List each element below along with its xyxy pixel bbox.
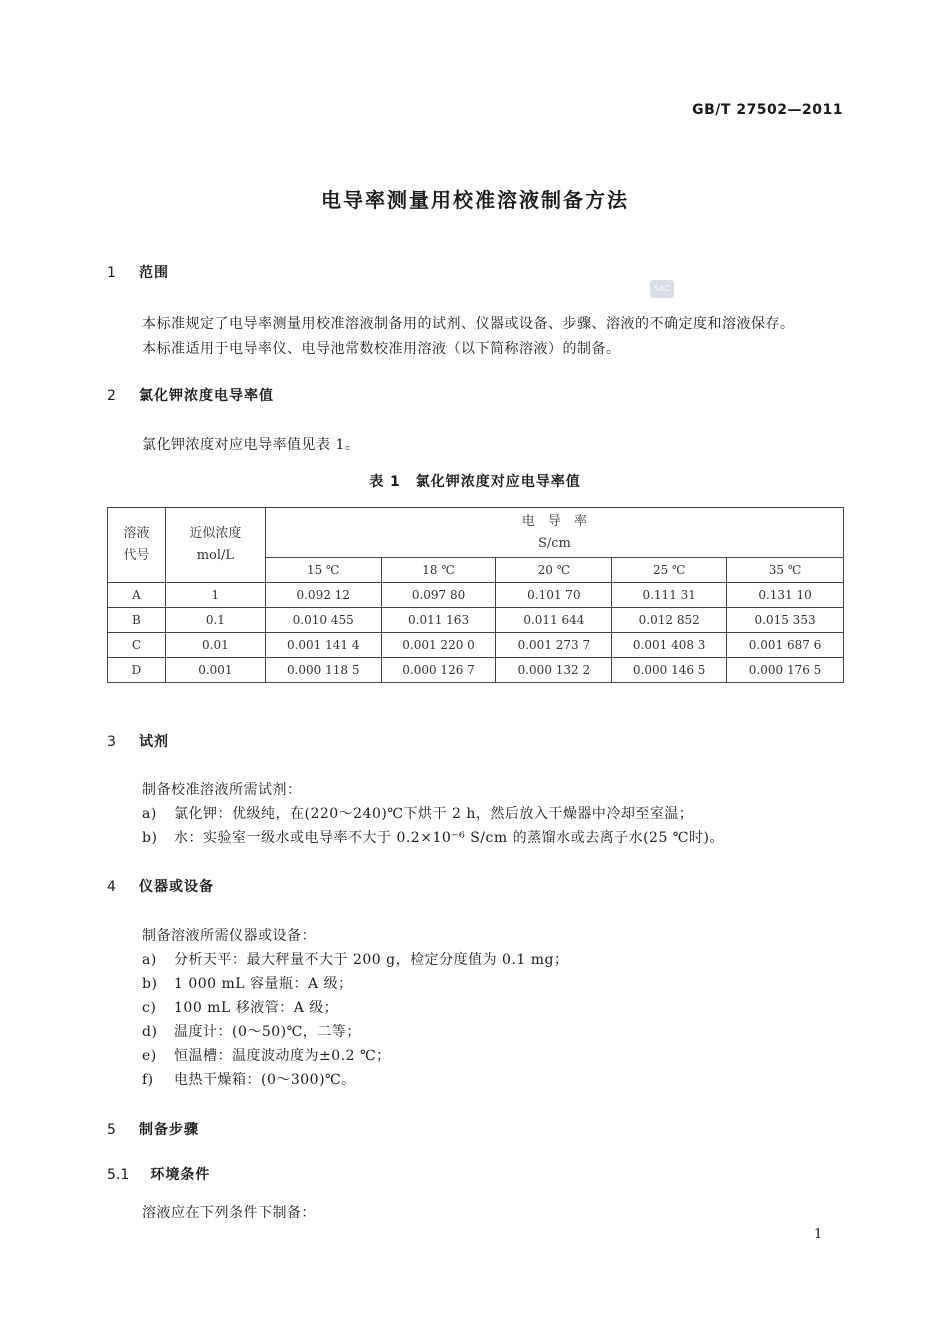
table-row [108, 633, 844, 658]
list-item [142, 1045, 391, 1065]
paragraph: 本标准规定了电导率测量用校准溶液制备用的试剂、仪器或设备、步骤、溶液的不确定度和溶液保存。 [142, 316, 795, 332]
section-5-1-heading [107, 1164, 210, 1184]
cell-value: 0.001 273 7 [496, 633, 612, 658]
section-3-heading [107, 731, 169, 751]
section-1-heading [107, 262, 169, 282]
cell-value: 0.000 176 5 [727, 658, 844, 683]
cell-value: 0.000 146 5 [612, 658, 727, 683]
section-title: 环境条件 [150, 1167, 211, 1183]
paragraph: 制备校准溶液所需试剂： [142, 782, 302, 798]
header-temp: 35 ℃ [727, 558, 844, 583]
cell-value: 0.001 141 4 [265, 633, 381, 658]
section-4-heading [107, 876, 214, 896]
list-text: 电热干燥箱：(0～300)℃。 [174, 1072, 356, 1088]
section-2-heading [107, 385, 274, 405]
list-text: 100 mL 移液管：A 级； [174, 1000, 339, 1016]
list-text: 分析天平：最大秤量不大于 200 g，检定分度值为 0.1 mg； [174, 952, 569, 968]
paragraph: 制备溶液所需仪器或设备： [142, 928, 316, 944]
list-item [142, 949, 569, 969]
list-label: c) [142, 1000, 157, 1016]
header-code: 溶液代号 [108, 508, 166, 583]
list-text: 恒温槽：温度波动度为±0.2 ℃； [174, 1048, 391, 1064]
paragraph: 溶液应在下列条件下制备： [142, 1205, 316, 1221]
list-item [142, 803, 693, 823]
list-label: a) [142, 806, 157, 822]
section-number: 2 [107, 388, 116, 404]
cell-value: 0.001 687 6 [727, 633, 844, 658]
header-concentration: 近似浓度 mol/L [165, 508, 265, 583]
cell-value: 0.011 644 [496, 608, 612, 633]
table-row [108, 658, 844, 683]
list-label: b) [142, 830, 158, 846]
cell-code: D [108, 658, 166, 683]
cell-value: 0.001 408 3 [612, 633, 727, 658]
section-5-heading [107, 1119, 199, 1139]
cell-value: 0.012 852 [612, 608, 727, 633]
section-number: 1 [107, 265, 116, 281]
sac-logo-watermark: SAC [650, 280, 674, 298]
cell-value: 0.101 70 [496, 583, 612, 608]
header-temp: 25 ℃ [612, 558, 727, 583]
cell-value: 0.001 220 0 [381, 633, 496, 658]
table-row [108, 583, 844, 608]
cell-conc: 1 [165, 583, 265, 608]
list-label: f) [142, 1072, 154, 1088]
section-number: 3 [107, 734, 116, 750]
table-caption: 表 1 氯化钾浓度对应电导率值 [369, 474, 581, 490]
list-item [142, 973, 353, 993]
section-number: 4 [107, 879, 116, 895]
cell-value: 0.000 126 7 [381, 658, 496, 683]
standard-code: GB/T 27502—2011 [692, 102, 843, 118]
cell-value: 0.131 10 [727, 583, 844, 608]
cell-value: 0.000 132 2 [496, 658, 612, 683]
list-label: a) [142, 952, 157, 968]
cell-value: 0.000 118 5 [265, 658, 381, 683]
cell-value: 0.011 163 [381, 608, 496, 633]
table-row [108, 608, 844, 633]
cell-value: 0.111 31 [612, 583, 727, 608]
section-title: 仪器或设备 [139, 879, 215, 895]
section-title: 氯化钾浓度电导率值 [139, 388, 275, 404]
list-item [142, 1069, 356, 1089]
header-temp: 20 ℃ [496, 558, 612, 583]
section-title: 制备步骤 [139, 1122, 200, 1138]
list-item [142, 997, 338, 1017]
header-conductivity: 电 导 率 S/cm [265, 508, 843, 558]
document-title: 电导率测量用校准溶液制备方法 [321, 188, 629, 212]
cell-value: 0.015 353 [727, 608, 844, 633]
list-item [142, 1021, 361, 1041]
list-label: d) [142, 1024, 158, 1040]
header-temp: 15 ℃ [265, 558, 381, 583]
conductivity-table [107, 507, 844, 683]
list-text: 氯化钾：优级纯，在(220～240)℃下烘干 2 h，然后放入干燥器中冷却至室温； [174, 806, 694, 822]
list-text: 温度计：(0～50)℃，二等； [174, 1024, 361, 1040]
cell-code: B [108, 608, 166, 633]
section-number: 5 [107, 1122, 116, 1138]
list-item [142, 827, 724, 847]
section-title: 范围 [139, 265, 170, 281]
cell-conc: 0.001 [165, 658, 265, 683]
section-number: 5.1 [107, 1167, 130, 1183]
cell-value: 0.097 80 [381, 583, 496, 608]
page-number: 1 [814, 1227, 823, 1242]
header-temp: 18 ℃ [381, 558, 496, 583]
list-label: e) [142, 1048, 157, 1064]
cell-conc: 0.1 [165, 608, 265, 633]
list-label: b) [142, 976, 158, 992]
cell-conc: 0.01 [165, 633, 265, 658]
cell-value: 0.010 455 [265, 608, 381, 633]
list-text: 1 000 mL 容量瓶：A 级； [174, 976, 353, 992]
list-text: 水：实验室一级水或电导率不大于 0.2×10⁻⁶ S/cm 的蒸馏水或去离子水(25 ℃时)。 [174, 830, 724, 846]
cell-code: A [108, 583, 166, 608]
paragraph: 氯化钾浓度对应电导率值见表 1。 [142, 437, 360, 453]
section-title: 试剂 [139, 734, 170, 750]
cell-value: 0.092 12 [265, 583, 381, 608]
cell-code: C [108, 633, 166, 658]
paragraph: 本标准适用于电导率仪、电导池常数校准用溶液（以下简称溶液）的制备。 [142, 341, 621, 357]
